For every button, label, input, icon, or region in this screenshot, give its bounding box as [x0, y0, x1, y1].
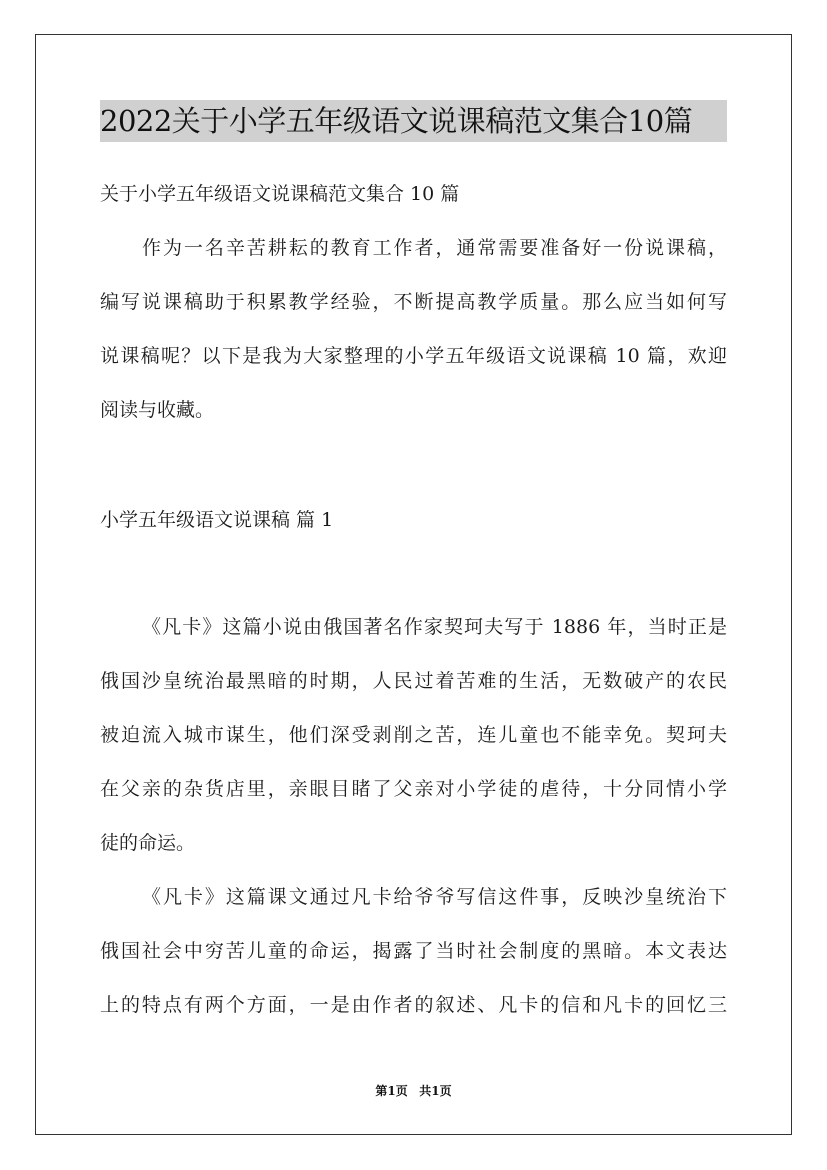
intro-line-3: 说课稿呢？以下是我为大家整理的小学五年级语文说课稿 10 篇，欢迎 [100, 345, 727, 367]
intro-line-2: 编写说课稿助于积累教学经验，不断提高教学质量。那么应当如何写 [100, 291, 727, 313]
intro-line-1: 作为一名辛苦耕耘的教育工作者，通常需要准备好一份说课稿， [142, 237, 727, 259]
page-footer [0, 1083, 827, 1099]
page-total: 共1页 [419, 1084, 452, 1098]
document-subtitle: 关于小学五年级语文说课稿范文集合 10 篇 [100, 183, 460, 205]
intro-line-4: 阅读与收藏。 [100, 399, 215, 421]
section-heading: 小学五年级语文说课稿 篇 1 [100, 509, 334, 531]
paragraph1-line-1: 《凡卡》这篇小说由俄国著名作家契珂夫写于 1886 年，当时正是 [142, 616, 727, 638]
paragraph1-line-4: 在父亲的杂货店里，亲眼目睹了父亲对小学徒的虐待，十分同情小学 [100, 778, 727, 800]
paragraph2-line-1: 《凡卡》这篇课文通过凡卡给爷爷写信这件事，反映沙皇统治下 [142, 886, 727, 908]
paragraph2-line-3: 上的特点有两个方面，一是由作者的叙述、凡卡的信和凡卡的回忆三 [100, 994, 727, 1016]
paragraph2-line-2: 俄国社会中穷苦儿童的命运，揭露了当时社会制度的黑暗。本文表达 [100, 940, 727, 962]
page-number: 第1页 [375, 1084, 408, 1098]
paragraph1-line-3: 被迫流入城市谋生，他们深受剥削之苦，连儿童也不能幸免。契珂夫 [100, 724, 727, 746]
paragraph1-line-2: 俄国沙皇统治最黑暗的时期，人民过着苦难的生活，无数破产的农民 [100, 670, 727, 692]
paragraph1-line-5: 徒的命运。 [100, 832, 196, 854]
document-title: 2022关于小学五年级语文说课稿范文集合10篇 [100, 100, 727, 142]
